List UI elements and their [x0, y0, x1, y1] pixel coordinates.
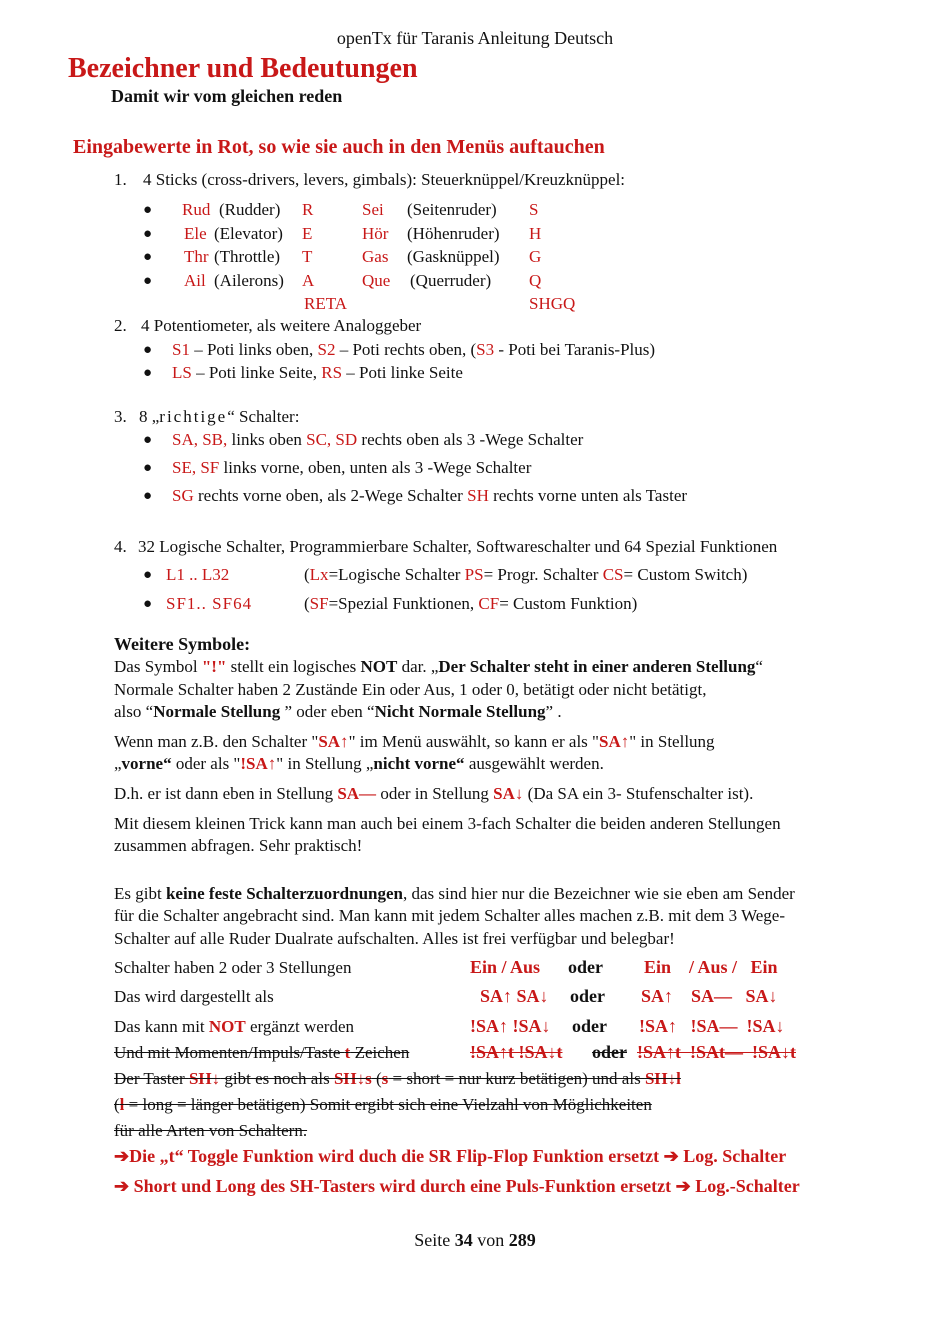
note-toggle-function: ➔Die „t“ Toggle Funktion wird duch die SR Flip-Flop Funktion ersetzt ➔ Log. Schalter [114, 1146, 787, 1166]
bullet-icon: ● [143, 596, 153, 612]
logic-desc-2: (SF=Spezial Funktionen, CF= Custom Funktion) [304, 594, 638, 613]
stick-de-name: (Seitenruder) [407, 200, 497, 219]
bullet-icon: ● [143, 202, 153, 218]
table-row-label: Das wird dargestellt als [114, 987, 274, 1006]
pots-line-1: S1 – Poti links oben, S2 – Poti rechts oben, (S3 - Poti bei Taranis-Plus) [172, 340, 656, 359]
p1-line-2: Normale Schalter haben 2 Zustände Ein oder Aus, 1 oder 0, betätigt oder nicht betätigt, [114, 680, 707, 699]
weitere-heading: Weitere Symbole: [114, 634, 251, 654]
page-total: 289 [508, 1230, 536, 1250]
bullet-icon: ● [143, 365, 153, 381]
bullet-icon: ● [143, 567, 153, 583]
stick-de-letter: H [529, 224, 542, 243]
strike-line-1: Der Taster SH↓ gibt es noch als SH↓s (s = short = nur kurz betätigen) und als SH↓l [114, 1069, 681, 1088]
strike-line-3: für alle Arten von Schaltern. [114, 1121, 308, 1140]
table-row-value-3pos: !SA↑t !SAt— !SA↓t [637, 1042, 796, 1062]
stick-de-code: Hör [362, 224, 389, 243]
stick-de-letter: S [529, 200, 539, 219]
p4-line-1: Mit diesem kleinen Trick kann man auch bei einem 3-fach Schalter die beiden anderen Stellungen [114, 814, 781, 833]
stick-de-code: Gas [362, 247, 389, 266]
stick-name: (Throttle) [214, 247, 281, 266]
logic-desc-1: (Lx=Logische Schalter PS= Progr. Schalter CS= Custom Switch) [304, 565, 748, 584]
p2-line-1: Wenn man z.B. den Schalter "SA↑" im Menü auswählt, so kann er als "SA↑" in Stellung [114, 732, 715, 751]
bullet-icon: ● [143, 249, 153, 265]
table-row-or: oder [572, 1016, 607, 1036]
p4-line-2: zusammen abfragen. Sehr praktisch! [114, 836, 363, 855]
p2-line-2: „vorne“ oder als "!SA↑" in Stellung „nicht vorne“ ausgewählt werden. [114, 754, 604, 773]
table-row-value-2pos: !SA↑ !SA↓ [470, 1016, 551, 1036]
page-header: openTx für Taranis Anleitung Deutsch [336, 28, 614, 48]
table-row-value-3pos: SA↑ SA— SA↓ [641, 986, 778, 1006]
note-short-long: ➔ Short und Long des SH-Tasters wird durch eine Puls-Funktion ersetzt ➔ Log.-Schalter [114, 1176, 800, 1196]
stick-code: Thr [184, 247, 209, 266]
shgq-label: SHGQ [529, 294, 576, 313]
pots-line-2: LS – Poti linke Seite, RS – Poti linke Seite [172, 363, 463, 382]
switches-line-2: SE, SF links vorne, oben, unten als 3 -Wege Schalter [172, 458, 532, 477]
stick-letter: R [302, 200, 314, 219]
table-row-value-2pos: !SA↑t !SA↓t [470, 1042, 563, 1062]
page-number: 34 [454, 1230, 473, 1250]
table-row-label: Schalter haben 2 oder 3 Stellungen [114, 958, 352, 977]
stick-de-code: Sei [362, 200, 384, 219]
table-row-or: oder [570, 986, 605, 1006]
item-3-number: 3. [114, 407, 127, 426]
stick-de-letter: Q [529, 271, 542, 290]
table-row-value-2pos: SA↑ SA↓ [480, 986, 549, 1006]
logic-range-2: SF1.. SF64 [166, 594, 253, 613]
page-title: Bezeichner und Bedeutungen [68, 53, 418, 84]
table-row-or: oder [592, 1042, 627, 1062]
item-1-text: 4 Sticks (cross-drivers, levers, gimbals): Steuerknüppel/Kreuzknüppel: [143, 170, 626, 189]
bullet-icon: ● [143, 342, 153, 358]
bullet-icon: ● [143, 488, 153, 504]
reta-label: RETA [304, 294, 348, 313]
stick-de-letter: G [529, 247, 542, 266]
item-3-text: 8 „richtige“ Schalter: [139, 407, 300, 426]
bullet-icon: ● [143, 460, 153, 476]
logic-range-1: L1 .. L32 [166, 565, 230, 584]
stick-de-name: (Querruder) [410, 271, 492, 290]
page-footer: Seite 34 von 289 [414, 1230, 536, 1250]
stick-letter: T [302, 247, 313, 266]
table-row-label: Und mit Momenten/Impuls/Taste t Zeichen [114, 1043, 410, 1062]
stick-name: (Ailerons) [214, 271, 284, 290]
table-row-value-3pos: !SA↑ !SA— !SA↓ [639, 1016, 785, 1036]
p5-line-1: Es gibt keine feste Schalterzuordnungen, das sind hier nur die Bezeichner wie sie eben am Sender [114, 884, 795, 903]
item-2-text: 4 Potentiometer, als weitere Analoggeber [141, 316, 422, 335]
stick-letter: A [302, 271, 315, 290]
switches-line-3: SG rechts vorne oben, als 2-Wege Schalter SH rechts vorne unten als Taster [172, 486, 688, 505]
stick-de-name: (Gasknüppel) [407, 247, 500, 266]
stick-name: (Rudder) [219, 200, 281, 219]
p1-line-1: Das Symbol "!" stellt ein logisches NOT dar. „Der Schalter steht in einer anderen Stellung“ [114, 657, 763, 676]
item-4-text: 32 Logische Schalter, Programmierbare Schalter, Softwareschalter und 64 Spezial Funktionen [138, 537, 778, 556]
stick-code: Rud [182, 200, 211, 219]
p5-line-3: Schalter auf alle Ruder Dualrate aufschalten. Alles ist frei verfügbar und belegbar! [114, 929, 675, 948]
p3-line: D.h. er ist dann eben in Stellung SA— oder in Stellung SA↓ (Da SA ein 3- Stufenschalter ist). [114, 784, 754, 803]
switches-line-1: SA, SB, links oben SC, SD rechts oben als 3 -Wege Schalter [172, 430, 584, 449]
item-2-number: 2. [114, 316, 127, 335]
table-row-or: oder [568, 957, 603, 977]
stick-de-code: Que [362, 271, 391, 290]
table-row-value-2pos: Ein / Aus [470, 957, 541, 977]
bullet-icon: ● [143, 432, 153, 448]
stick-name: (Elevator) [214, 224, 283, 243]
section-heading: Eingabewerte in Rot, so wie sie auch in den Menüs auftauchen [73, 136, 605, 158]
p5-line-2: für die Schalter angebracht sind. Man kann mit jedem Schalter alles machen z.B. mit dem 3 Wege- [114, 906, 786, 925]
item-4-number: 4. [114, 537, 127, 556]
stick-letter: E [302, 224, 313, 243]
table-row-value-3pos: Ein / Aus / Ein [644, 957, 778, 977]
bullet-icon: ● [143, 226, 153, 242]
strike-line-2: (l = long = länger betätigen) Somit ergibt sich eine Vielzahl von Möglichkeiten [114, 1095, 652, 1114]
stick-code: Ail [184, 271, 206, 290]
stick-de-name: (Höhenruder) [407, 224, 500, 243]
bullet-icon: ● [143, 273, 153, 289]
p1-line-3: also “Normale Stellung ” oder eben “Nicht Normale Stellung” . [114, 702, 562, 721]
stick-code: Ele [184, 224, 207, 243]
item-1-number: 1. [114, 170, 127, 189]
page-subtitle: Damit wir vom gleichen reden [111, 86, 343, 106]
table-row-label: Das kann mit NOT ergänzt werden [114, 1017, 354, 1036]
